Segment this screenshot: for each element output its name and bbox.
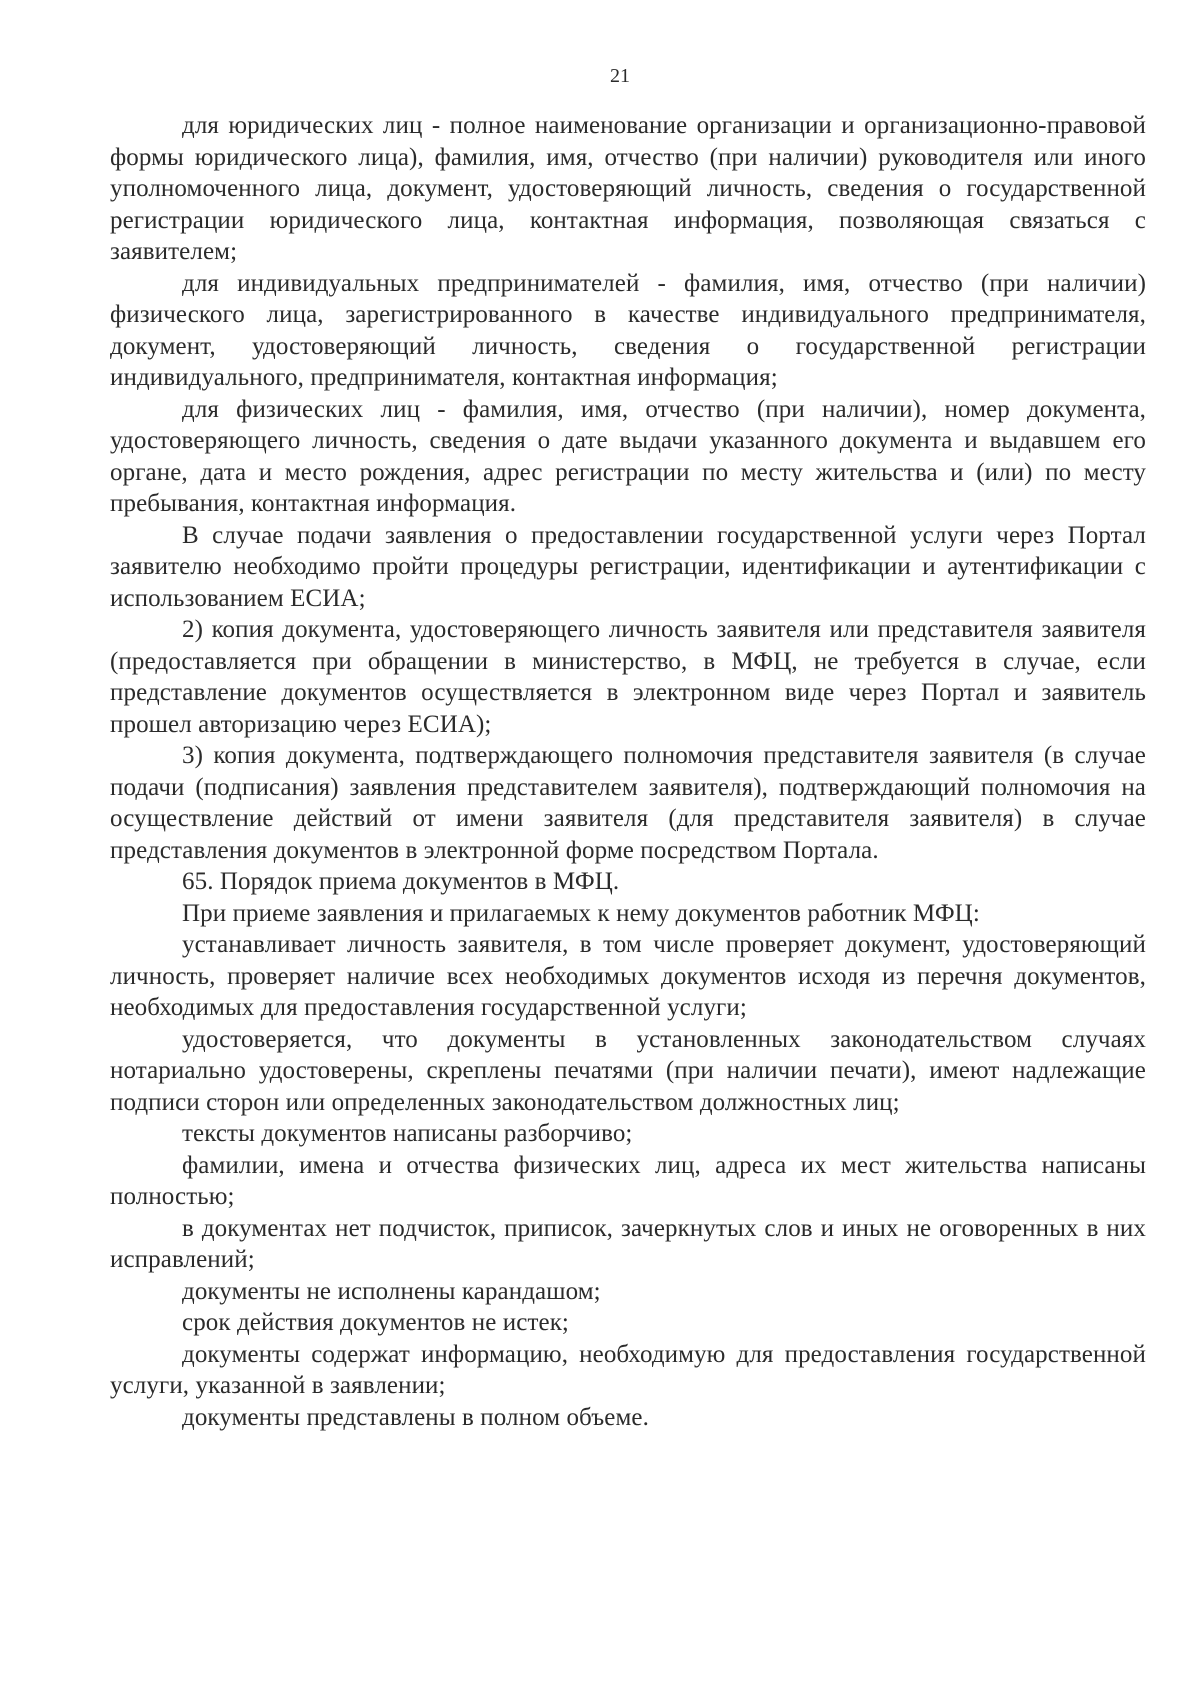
page-number: 21 (610, 65, 630, 87)
paragraph-item-2-identity-copy: 2) копия документа, удостоверяющего личность заявителя или представителя заявителя (предоставляется при обращении в министерство, в МФЦ, не требуется в случае, если представление документов осуществляется в электронном виде через Портал и заявитель прошел авторизацию через ЕСИА); (110, 616, 1146, 738)
paragraph-complete-set: документы представлены в полном объеме. (182, 1403, 649, 1431)
paragraph-legible-texts: тексты документов написаны разборчиво; (182, 1120, 633, 1147)
paragraph-legal-entities: для юридических лиц - полное наименование организации и организационно-правовой формы юридического лица), фамилия, имя, отчество (при наличии) руководителя или иного уполномоченного лица, документ, удостоверяющий личность, сведения о государственной регистрации юридического лица, контактная информация, позволяющая связаться с заявителем; (110, 112, 1146, 265)
paragraph-no-corrections: в документах нет подчисток, приписок, зачеркнутых слов и иных не оговоренных в них исправлений; (110, 1214, 1146, 1273)
paragraph-contains-information: документы содержат информацию, необходимую для предоставления государственной услуги, указанной в заявлении; (110, 1340, 1146, 1399)
paragraph-section-65-heading: 65. Порядок приема документов в МФЦ. (182, 868, 620, 895)
document-body (110, 110, 1146, 1433)
paragraph-full-names: фамилии, имена и отчества физических лиц, адреса их мест жительства написаны полностью; (110, 1151, 1146, 1210)
paragraph-item-3-authority-copy: 3) копия документа, подтверждающего полномочия представителя заявителя (в случае подачи (подписания) заявления представителем заявителя), подтверждающий полномочия на осуществление действий от имени заявителя (для представителя заявителя) в случае представления документов в электронной форме посредством Портала. (110, 742, 1146, 864)
paragraph-establishes-identity: устанавливает личность заявителя, в том числе проверяет документ, удостоверяющий личность, проверяет наличие всех необходимых документов исходя из перечня документов, необходимых для предоставления государственной услуги; (110, 931, 1146, 1021)
paragraph-individuals: для физических лиц - фамилия, имя, отчество (при наличии), номер документа, удостоверяющего личность, сведения о дате выдачи указанного документа и выдавшем его органе, дата и место рождения, адрес регистрации по месту жительства и (или) по месту пребывания, контактная информация. (110, 395, 1146, 517)
paragraph-verifies-notarization: удостоверяется, что документы в установленных законодательством случаях нотариально удостоверены, скреплены печатями (при наличии печати), имеют надлежащие подписи сторон или определенных законодательством должностных лиц; (110, 1025, 1146, 1116)
paragraph-mfc-reception-intro: При приеме заявления и прилагаемых к нему документов работник МФЦ: (182, 899, 980, 927)
paragraph-individual-entrepreneurs: для индивидуальных предпринимателей - фамилия, имя, отчество (при наличии) физического лица, зарегистрированного в качестве индивидуального предпринимателя, документ, удостоверяющий личность, сведения о государственной регистрации индивидуального, предпринимателя, контактная информация; (110, 269, 1146, 391)
paragraph-portal-registration: В случае подачи заявления о предоставлении государственной услуги через Портал заявителю необходимо пройти процедуры регистрации, идентификации и аутентификации с использованием ЕСИА; (110, 521, 1146, 612)
paragraph-not-expired: срок действия документов не истек; (182, 1309, 569, 1336)
paragraph-not-pencil: документы не исполнены карандашом; (182, 1277, 601, 1305)
